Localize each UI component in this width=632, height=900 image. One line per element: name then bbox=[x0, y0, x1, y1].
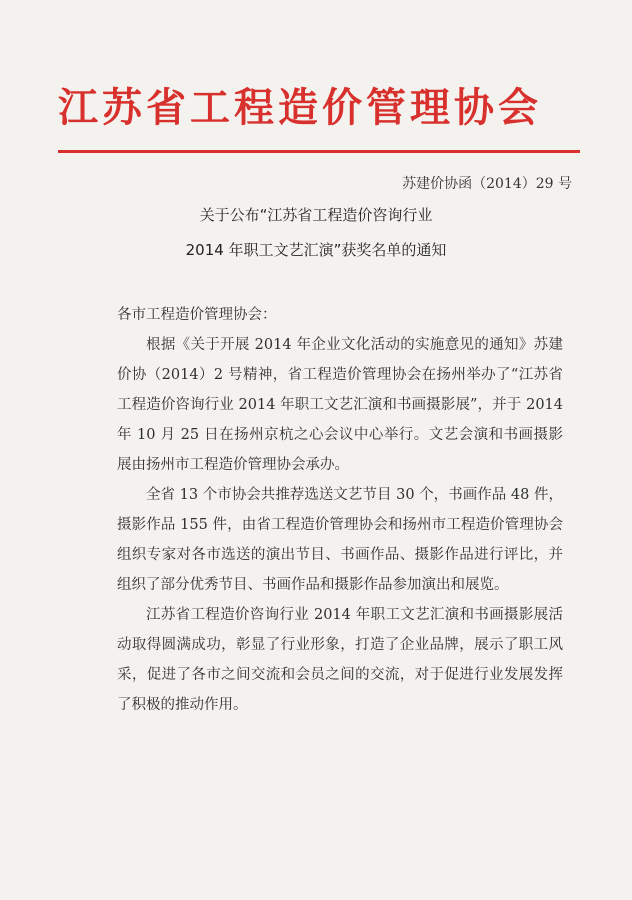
document-title-line-2: 2014 年职工文艺汇演”获奖名单的通知 bbox=[185, 241, 447, 259]
organization-letterhead: 江苏省工程造价管理协会 bbox=[58, 85, 542, 131]
paragraph-3: 江苏省工程造价咨询行业 2014 年职工文艺汇演和书画摄影展活动取得圆满成功，彰显了行业形象，打造了企业品牌，展示了职工风采，促进了各市之间交流和会员之间的交流，对于促进行业发展发挥了积极的推动作用。 bbox=[117, 607, 563, 713]
paragraph-1: 根据《关于开展 2014 年企业文化活动的实施意见的通知》苏建价协（2014）2 号精神，省工程造价管理协会在扬州举办了“江苏省工程造价咨询行业 2014 年职工文艺汇演和书画摄影展”，并于 2014 年 10 月 25 日在扬州京杭之心会议中心举行。文艺会演和书画摄影展由扬州市工程造价管理协会承办。 bbox=[117, 337, 563, 473]
document-title-line-1: 关于公布“江苏省工程造价咨询行业 bbox=[199, 206, 433, 224]
document-number: 苏建价协函（2014）29 号 bbox=[402, 176, 572, 192]
paragraph-2: 全省 13 个市协会共推荐选送文艺节目 30 个，书画作品 48 件，摄影作品 155 件，由省工程造价管理协会和扬州市工程造价管理协会组织专家对各市选送的演出节目、书画作品、摄影作品进行评比，并组织了部分优秀节目、书画作品和摄影作品参加演出和展览。 bbox=[117, 487, 563, 593]
salutation: 各市工程造价管理协会： bbox=[117, 307, 277, 323]
letterhead-divider bbox=[58, 150, 580, 153]
document-body bbox=[117, 300, 563, 720]
